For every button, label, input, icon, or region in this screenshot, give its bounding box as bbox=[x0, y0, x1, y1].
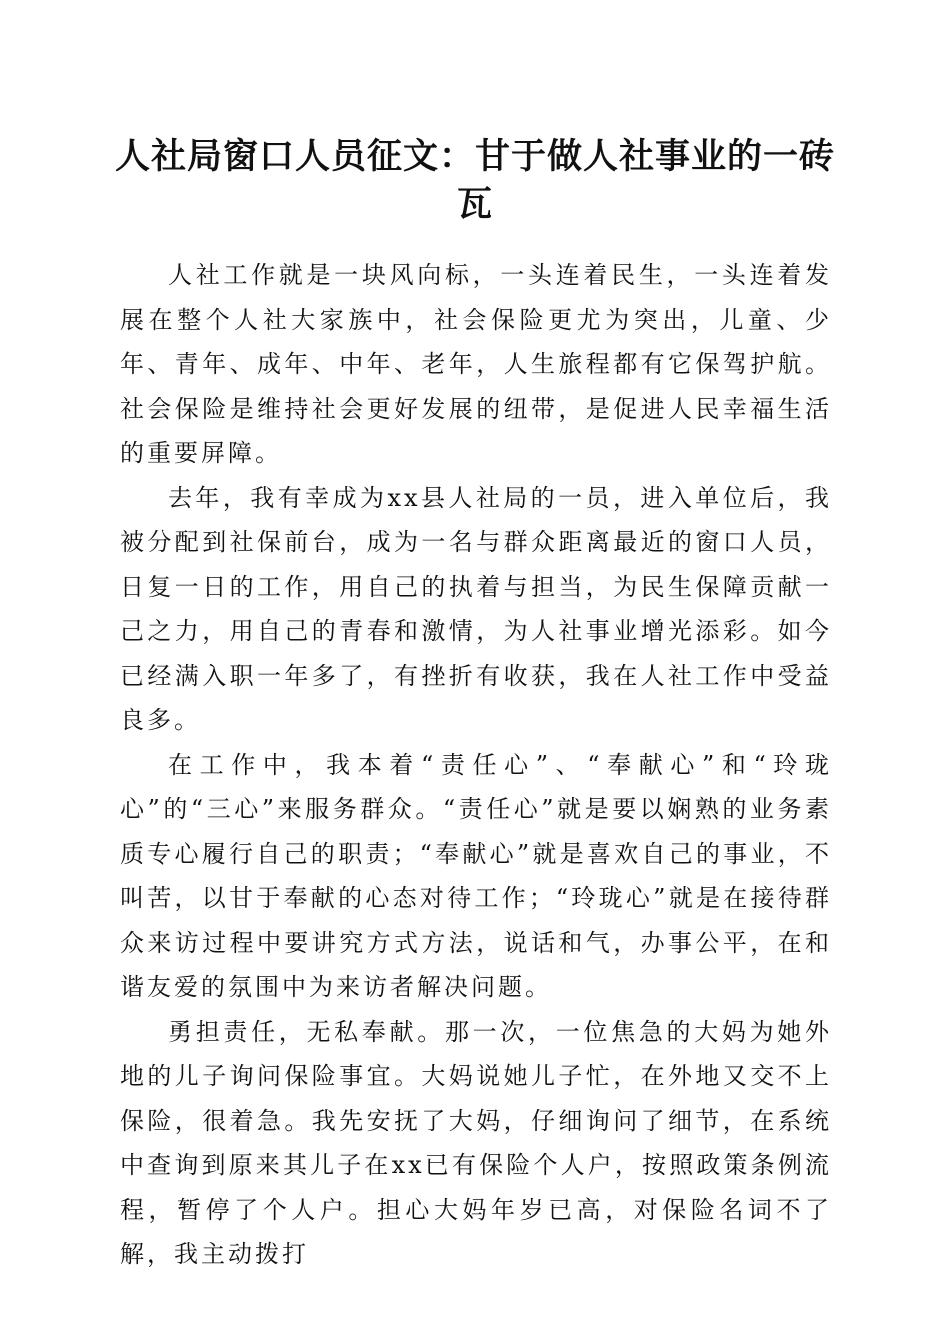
paragraph: 人社工作就是一块风向标，一头连着民生，一头连着发展在整个人社大家族中，社会保险更尤为突出，儿童、少年、青年、成年、中年、老年，人生旅程都有它保驾护航。社会保险是维持社会更好发展的纽带，是促进人民幸福生活的重要屏障。 bbox=[120, 261, 832, 467]
document-body bbox=[120, 253, 832, 1277]
paragraph: 在工作中，我本着“责任心”、“奉献心”和“玲珑心”的“三心”来服务群众。“责任心”就是要以娴熟的业务素质专心履行自己的职责；“奉献心”就是喜欢自己的事业，不叫苦，以甘于奉献的心态对待工作；“玲珑心”就是在接待群众来访过程中要讲究方式方法，说话和气，办事公平，在和谐友爱的氛围中为来访者解决问题。 bbox=[120, 750, 832, 1001]
document-title: 人社局窗口人员征文：甘于做人社事业的一砖瓦 bbox=[114, 137, 835, 225]
paragraph: 去年，我有幸成为xx县人社局的一员，进入单位后，我被分配到社保前台，成为一名与群众距离最近的窗口人员，日复一日的工作，用自己的执着与担当，为民生保障贡献一己之力，用自己的青春和激情，为人社事业增光添彩。如今已经满入职一年多了，有挫折有收获，我在人社工作中受益良多。 bbox=[120, 483, 832, 734]
paragraph: 勇担责任，无私奉献。那一次，一位焦急的大妈为她外地的儿子询问保险事宜。大妈说她儿子忙，在外地又交不上保险，很着急。我先安抚了大妈，仔细询问了细节，在系统中查询到原来其儿子在xx已有保险个人户，按照政策条例流程，暂停了个人户。担心大妈年岁已高，对保险名词不了解，我主动拨打 bbox=[120, 1017, 832, 1268]
